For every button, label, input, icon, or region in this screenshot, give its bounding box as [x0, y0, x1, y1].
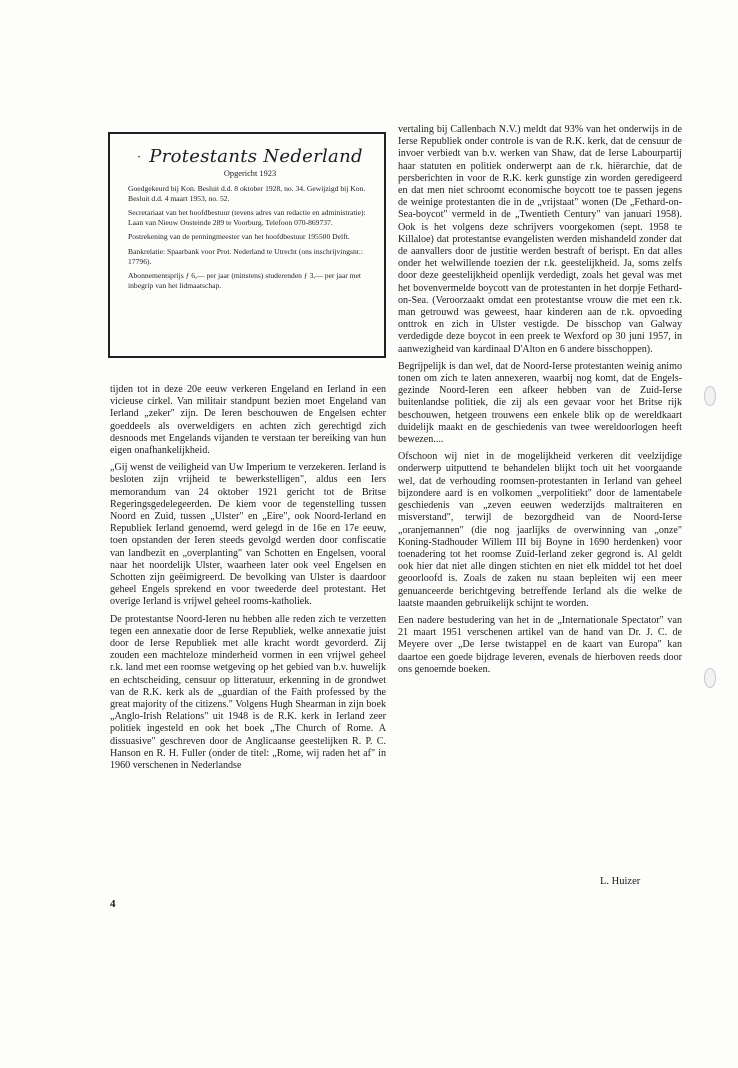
masthead-paragraph: Bankrelatie: Spaarbank voor Prot. Nederland te Utrecht (ons inschrijvingsnr.: 17796).	[128, 246, 363, 266]
left-column	[110, 384, 386, 777]
right-column	[398, 124, 682, 681]
page-number: 4	[110, 898, 116, 910]
masthead-title-text: Protestants Nederland	[149, 146, 363, 167]
body-paragraph: tijden tot in deze 20e eeuw verkeren Engeland en Ierland in een vicieuse cirkel. Van militair standpunt bezien moet Engeland van Ierland „zeker" zijn. De Ieren beschouwen de Engelsen echter goeddeels als overweldigers en achten zich gerechtigd zich desnoods met Engelands vijanden te verstaan ter bereiking van hun eigen onafhankelijkheid.	[110, 384, 386, 457]
masthead-box	[108, 132, 386, 358]
punch-hole-icon	[704, 386, 716, 406]
masthead-title	[128, 146, 372, 167]
body-paragraph: Begrijpelijk is dan wel, dat de Noord-Ierse protestanten weinig animo tonen om zich te laten annexeren, waarbij nog komt, dat de Engels-gezinde Noord-Ieren een afkeer hebben van de Zuid-Ierse buitenlandse politiek, die zij als een gevaar voor het Britse rijk beschouwen, hetgeen trouwens een enkele blik op de wereldkaart duidelijk maakt en de geschiedenis van twee wereldoorlogen heeft bewezen....	[398, 360, 682, 446]
masthead-paragraph: Goedgekeurd bij Kon. Besluit d.d. 8 oktober 1928, no. 34. Gewijzigd bij Kon. Besluit d.d. 4 maart 1953, no. 52.	[128, 184, 366, 203]
masthead-paragraph: Postrekening van de penningmeester van het hoofdbestuur 195500 Delft.	[128, 232, 350, 242]
body-paragraph: Ofschoon wij niet in de mogelijkheid verkeren dit veelzijdige onderwerp uitputtend te behandelen blijkt toch uit het voorgaande wel, dat de verhouding roomsen-protestanten in Ierland van geheel bijzondere aard is en volkomen „verpolitiekt" door de lamentabele geschiedenis van „zeven eeuwen wederzijds maltraiteren en misverstand", terwijl de bezorgdheid van de Noord-Ierse „oranjemannen" (die nog jaarlijks de overwinning van „onze" Koning-Stadhouder Willem III bij Boyne in 1690 herdenken) voor toenadering tot het roomse Zuid-Ierland zeker gegrond is. Al geldt ook hier dat niet alle dingen stichten en niet elk middel tot het doel geoorloofd is. Zoals de zaken nu staan bepleiten wij een meer genuanceerde berichtgeving betreffende Ierland als die welke de laatste maanden gebruikelijk schijnt te worden.	[398, 451, 682, 609]
body-paragraph: De protestantse Noord-Ieren nu hebben alle reden zich te verzetten tegen een annexatie door de Ierse Republiek, welke annexatie juist door de Ierse Republiek met alle kracht wordt gevorderd. Zij zouden een machteloze minderheid vormen in een vrijwel geheel r.k. land met een roomse wetgeving op het gebied van b.v. huwelijk en echtscheiding, censuur op litteratuur, erkenning in de grondwet van de R.K. kerk als de „guardian of the Faith professed by the great majority of the citizens." Volgens Hugh Shearman in zijn boek „Anglo-Irish Relations" uit 1948 is de R.K. kerk in Ierland zeer politiek ingesteld en ook het boek „The Church of Rome. A dissuasive" geschreven door de Anglicaanse geestelijken R. P. C. Hanson en R. H. Fuller (onder de titel: „Rome, wij raden het af" in 1960 verschenen in Nederlandse	[110, 613, 386, 772]
punch-hole-icon	[704, 668, 716, 688]
body-paragraph: „Gij wenst de veiligheid van Uw Imperium te verzekeren. Ierland is besloten zijn vrijheid te bewerkstelligen", aldus een Iers memorandum van 24 oktober 1921 gericht tot de Britse Regeringsgedelegeerden. De kiem voor de tegenstelling tussen Noord en Zuid, tussen „Ulster" en „Eire", ook Noord-Ierland en Republiek Ierland genoemd, werd gelegd in de 16e en 17e eeuw, toen opstanden der Ieren steeds gevolgd werden door confiscatie van landbezit en „overplanting" van Schotten en Engelsen, vooral naar het noordelijk Ulster, waarheen later ook veel Engelsen en Schotten zijn geëimigreerd. De bevolking van Ulster is daardoor geheel Engels sprekend en voor tweederde deel protestant. Het overige Ierland is vrijwel geheel rooms-katholiek.	[110, 462, 386, 608]
bullet-icon: ·	[137, 150, 142, 164]
masthead-paragraph: Secretariaat van het hoofdbestuur (tevens adres van redactie en administratie): Laan van Nieuw Oosteinde 289 te Voorburg. Telefoon 070-869737.	[128, 208, 366, 227]
body-paragraph: Een nadere bestudering van het in de „Internationale Spectator" van 21 maart 1951 verschenen artikel van de hand van Dr. J. C. de Meyere over „De Ierse twistappel en de kaart van Europa" kan daartoe een goede bijdrage leveren, evenals de hierboven reeds door ons genoemde boeken.	[398, 614, 682, 675]
masthead-paragraph: Abonnementsprijs ƒ 6,— per jaar (minstens) studerenden ƒ 3,— per jaar met inbegrip van het lidmaatschap.	[128, 271, 362, 290]
author-signature: L. Huizer	[600, 876, 641, 887]
masthead-subtitle: Opgericht 1923	[223, 169, 277, 178]
body-paragraph: vertaling bij Callenbach N.V.) meldt dat 93% van het onderwijs in de Ierse Republiek onder controle is van de R.K. kerk, dat de censuur de invoer verbiedt van b.v. werken van Shaw, dat de Ierse Labourpartij haar statuten en politiek onderwerpt aan de r.k. hiërarchie, dat de persberichten in voor de R.K. kerk gunstige zin worden geredigeerd en dat men niet schroomt economische boycott toe te passen jegens de weinige protestanten die in de „vrijstaat" wonen (De „Fethard-on-Sea-boycot" vermeld in de „Twentieth Century" van januari 1958). Ook is het volgens deze schrijvers voorgekomen (sept. 1958 te Killaloe) dat protestantse evangelisten werden mishandeld zonder dat de aanvallers door de justitie werden bestraft of berispt. En dat alles onder het welwillende toezien der r.k. geestelijkheid. Ja, soms zelfs door deze geestelijkheid openlijk verdedigt, zoals het geval was met het bovenvermelde boycott van de protestanten in het dorpje Fethard-on-Sea. (Veroorzaakt omdat een protestantse vrouw die met een r.k. man getrouwd was geweest, haar kinderen aan de r.k. opvoeding onttrok en zich in Ulster vestigde. De bisschop van Galway verdedigde deze boycot in een preek te Wexford op 30 juni 1957, in aanwezigheid van kardinaal D'Alton en 6 andere bisschoppen).	[398, 124, 682, 355]
